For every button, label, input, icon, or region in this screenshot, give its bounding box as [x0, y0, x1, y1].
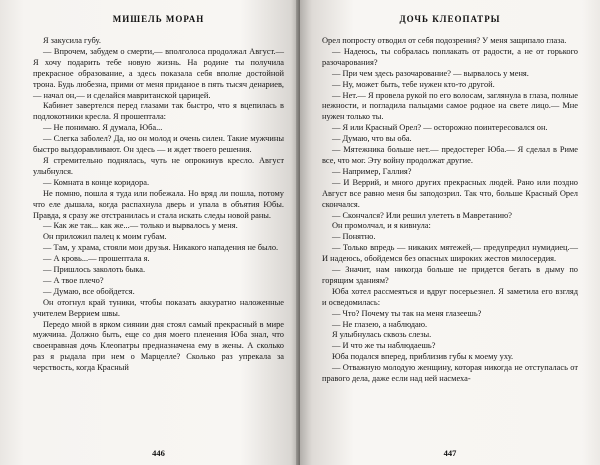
paragraph: — Мятежника больше нет.— предостерег Юба.— Я сделал в Риме все, что мог. Эту войну продолжат другие.	[322, 145, 578, 165]
paragraph: — Я или Красный Орел? — осторожно поинтересовался он.	[332, 123, 548, 133]
left-running-head: МИШЕЛЬ МОРАН	[112, 14, 205, 24]
right-page	[300, 0, 600, 465]
paragraph: — А кровь...— прошептала я.	[43, 254, 150, 264]
right-page-number: 447	[443, 448, 457, 458]
paragraph: — Значит, нам никогда больше не придется бегать в дыму по горящим зданиям?	[322, 265, 578, 285]
paragraph: — Комната в конце коридора.	[43, 177, 150, 187]
paragraph: Юба подался вперед, приблизив губы к моему уху.	[332, 352, 514, 362]
paragraph: Не помню, пошла я туда или побежала. Но вряд ли пошла, потому что еле дышала, когда распахнула дверь и упала в объятия Юбы. Правда, я сразу же отстранилась и стала искать следы новой раны.	[33, 188, 284, 220]
paragraph: — При чем здесь разочарование? — вырвалось у меня.	[332, 68, 529, 78]
paragraph: — Нет.— Я провела рукой по его волосам, заглянула в глаза, полные нежности, и погладила пальцами самое родное на свете лицо.— Мне нужен только ты.	[322, 90, 578, 122]
paragraph: — Думаю, все обойдется.	[43, 286, 135, 296]
paragraph: — Ну, может быть, тебе нужен кто-то другой.	[332, 79, 495, 89]
paragraph: — Там, у храма, стояли мои друзья. Никакого нападения не было.	[43, 243, 279, 253]
paragraph: Я стремительно поднялась, чуть не опрокинув кресло. Август улыбнулся.	[33, 155, 284, 176]
paragraph: — Пришлось заколоть быка.	[43, 265, 146, 275]
paragraph: — Не понимаю. Я думала, Юба...	[43, 123, 163, 133]
paragraph: Я закусила губу.	[43, 36, 101, 45]
paragraph: Он промолчал, и я кивнула:	[332, 221, 431, 231]
paragraph: Я улыбнулась сквозь слезы.	[332, 330, 432, 340]
paragraph: — Отважную молодую женщину, которая никогда не отступалась от правого дела, даже если над ней насмеха-	[322, 363, 578, 384]
paragraph: — Например, Галлия?	[332, 166, 412, 176]
paragraph: — Думаю, что вы оба.	[332, 134, 412, 144]
right-page-text	[322, 36, 578, 385]
paragraph: — И что же ты наблюдаешь?	[332, 341, 436, 351]
paragraph: Передо мной в ярком сиянии дня стоял самый прекрасный в мире мужчина. Должно быть, еще со дня моего пленения Юба знал, что своенравная дочь Клеопатры предназначена ему в жены. А сколько раз я рыдала при нем о Марцелле? Сколько раз упрекала за черствость, когда Красный	[33, 319, 284, 373]
paragraph: — И Веррий, и много других прекрасных людей. Рано или поздно Август все равно меня бы заподозрил. Так что, больше Красный Орел скончался.	[322, 177, 578, 209]
paragraph: Кабинет завертелся перед глазами так быстро, что я вцепилась в подлокотники кресла. Я прошептала:	[33, 101, 284, 122]
paragraph: — Не глазею, а наблюдаю.	[332, 319, 428, 329]
left-page-number: 446	[152, 448, 165, 458]
paragraph: — Как же так... как же...— только и вырвалось у меня.	[43, 221, 238, 231]
paragraph: Юба хотел рассмеяться и вдруг посерьезнел. Я заметила его взгляд и осведомилась:	[322, 286, 578, 307]
left-page-text	[33, 36, 284, 374]
paragraph: — А твое плечо?	[43, 275, 104, 285]
right-running-head: ДОЧЬ КЛЕОПАТРЫ	[399, 14, 501, 24]
paragraph: — Что? Почему ты так на меня глазеешь?	[332, 308, 482, 318]
paragraph: — Впрочем, забудем о смерти,— вполголоса продолжал Август.— Я хочу подарить тебе новую жизнь. На родине ты получила прекрасное образование, а здесь показала себя вполне достойной трона. Будь любезна, прими от меня приданое в пять тысяч денариев,— начал он,— и сделайся мавританской царицей.	[33, 46, 284, 100]
paragraph: — Только впредь — никаких мятежей,— предупредил нумидиец.— И надеюсь, обойдемся без опасных широких жестов милосердия.	[322, 243, 578, 264]
paragraph: — Скончался? Или решил улететь в Мавретанию?	[332, 210, 512, 220]
paragraph: Он приложил палец к моим губам.	[43, 232, 167, 242]
paragraph: Орел попросту отводил от себя подозрения? У меня защипало глаза.	[322, 36, 567, 45]
paragraph: — Надеюсь, ты собралась поплакать от радости, а не от горького разочарования?	[322, 46, 578, 67]
paragraph: Он отогнул край туники, чтобы показать аккуратно наложенные учителем Веррием швы.	[33, 297, 284, 318]
paragraph: — Слегка заболел? Да, но он молод и очень силен. Такие мужчины быстро выздоравливают. Он здесь — и ждет твоего решения.	[33, 134, 284, 155]
paragraph: — Понятно.	[332, 232, 376, 242]
